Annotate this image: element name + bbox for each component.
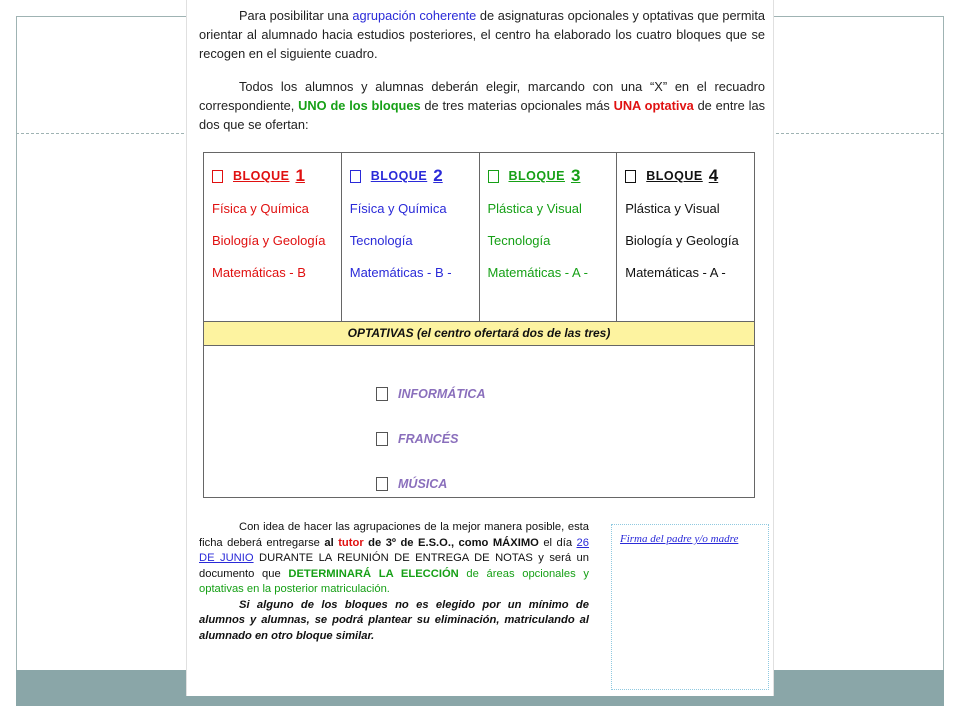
- block-2-checkbox[interactable]: [350, 170, 361, 183]
- signature-label: Firma del padre y/o madre: [620, 533, 739, 545]
- block-label: BLOQUE: [646, 169, 703, 183]
- intro-paragraph-2: Todos los alumnos y alumnas deberán elegir, marcando con una “X” en el recuadro correspondiente, UNO de los bloques de tres materias opcionales más UNA optativa de entre las dos que se ofertan:: [199, 79, 765, 132]
- optativa-label: MÚSICA: [398, 476, 448, 491]
- optativa-item: [376, 371, 486, 416]
- subject: Matemáticas - B -: [349, 265, 452, 280]
- subject: Tecnología: [349, 233, 413, 248]
- subject: Tecnología: [487, 233, 551, 248]
- block-number: 4: [708, 166, 719, 185]
- optativa-item: [376, 461, 486, 506]
- subject: Matemáticas - A -: [625, 265, 726, 280]
- subject: Plástica y Visual: [487, 201, 582, 216]
- subject-table: [203, 152, 755, 498]
- optativas-header: OPTATIVAS (el centro ofertará dos de las tres): [204, 321, 754, 346]
- instructions-text: Con idea de hacer las agrupaciones de la mejor manera posible, esta ficha deberá entregarse al tutor de 3º de E.S.O., como MÁXIMO el día 26 DE JUNIO DURANTE LA REUNIÓN DE ENTREGA DE NOTAS y será un documento que DETERMINARÁ LA ELECCIÓN de áreas opcionales y optativas en la posterior matriculación. Si alguno de los bloques no es elegido por un mínimo de alumnos y alumnas, se podrá plantear su eliminación, matriculando al alumnado en otro bloque similar.: [199, 521, 589, 642]
- block-4-column: [617, 153, 754, 321]
- document-page: [186, 0, 774, 696]
- block-3-checkbox[interactable]: [488, 170, 499, 183]
- block-number: 1: [295, 166, 305, 185]
- subject: Física y Química: [349, 201, 447, 216]
- informatica-checkbox[interactable]: [376, 387, 388, 401]
- block-3-column: [480, 153, 618, 321]
- signature-box[interactable]: [611, 524, 769, 690]
- intro-paragraph-1: Para posibilitar una agrupación coherente de asignaturas opcionales y optativas que permita orientar al alumnado hacia estudios posteriores, el centro ha elaborado los cuatro bloques que se recogen en el siguiente cuadro.: [199, 8, 765, 61]
- block-label: BLOQUE: [233, 169, 290, 183]
- block-2-column: [342, 153, 480, 321]
- deadline-date: 26 DE JUNIO: [199, 536, 589, 564]
- subject: Matemáticas - B: [212, 265, 306, 280]
- warning-note: Si alguno de los bloques no es elegido por un mínimo de alumnos y alumnas, se podrá plantear su eliminación, matriculando al alumnado en otro bloque similar.: [199, 598, 589, 642]
- musica-checkbox[interactable]: [376, 477, 388, 491]
- block-label: BLOQUE: [508, 169, 565, 183]
- subject: Matemáticas - A -: [487, 265, 588, 280]
- optativas-list: [376, 371, 486, 506]
- subject: Biología y Geología: [212, 233, 326, 248]
- block-label: BLOQUE: [370, 169, 428, 183]
- highlight-text: agrupación coherente: [352, 8, 477, 23]
- subject: Plástica y Visual: [625, 201, 720, 216]
- frances-checkbox[interactable]: [376, 432, 388, 446]
- block-1-column: [204, 153, 342, 321]
- block-1-checkbox[interactable]: [212, 170, 223, 183]
- block-number: 2: [433, 166, 443, 185]
- block-number: 3: [570, 166, 581, 185]
- optativa-item: [376, 416, 486, 461]
- subject: Física y Química: [212, 201, 309, 216]
- block-4-checkbox[interactable]: [625, 170, 636, 183]
- optativa-label: INFORMÁTICA: [398, 386, 486, 401]
- optativa-label: FRANCÉS: [398, 431, 459, 446]
- subject: Biología y Geología: [625, 233, 739, 248]
